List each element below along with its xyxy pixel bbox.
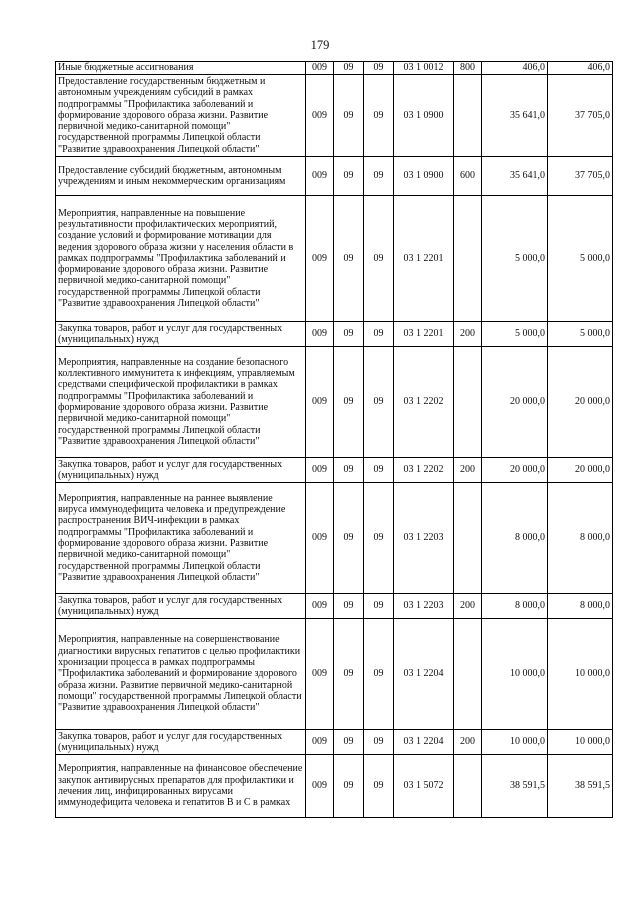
section-code: 09 [334,196,364,322]
expense-type [454,75,482,157]
page-number: 179 [310,38,330,52]
target-article: 03 1 2204 [394,619,454,730]
expense-type: 200 [454,322,482,347]
amount-year-2: 20 000,0 [548,347,613,458]
row-name: Закупка товаров, работ и услуг для государственных (муниципальных) нужд [56,322,306,347]
section-code: 09 [334,157,364,196]
row-name: Мероприятия, направленные на финансовое обеспечение закупок антивирусных препаратов для профилактики и лечения лиц, инфицированных вирусами иммунодефицита человека и гепатитов В и С в рамках [56,755,306,818]
target-article: 03 1 5072 [394,755,454,818]
table-row [56,157,613,196]
subsection-code: 09 [364,730,394,755]
row-name: Мероприятия, направленные на создание безопасного коллективного иммунитета к инфекциям, управляемым средствами специфической профилактики в рамках подпрограммы "Профилактика заболеваний и формирование здорового образа жизни. Развитие первичной медико-санитарной помощи" государственной программы Липецкой области "Развитие здравоохранения Липецкой области" [56,347,306,458]
table-row [56,483,613,594]
amount-year-2: 10 000,0 [548,619,613,730]
amount-year-2: 37 705,0 [548,157,613,196]
target-article: 03 1 2202 [394,347,454,458]
table-row [56,347,613,458]
amount-year-2: 8 000,0 [548,594,613,619]
amount-year-1: 35 641,0 [482,157,548,196]
subsection-code: 09 [364,458,394,483]
amount-year-1: 10 000,0 [482,619,548,730]
table-row [56,62,613,75]
section-code: 09 [334,75,364,157]
amount-year-1: 8 000,0 [482,483,548,594]
section-code: 09 [334,730,364,755]
target-article: 03 1 2203 [394,594,454,619]
expense-type: 800 [454,62,482,75]
row-name: Мероприятия, направленные на раннее выявление вируса иммунодефицита человека и предупреждение распространения ВИЧ-инфекции в рамках подпрограммы "Профилактика заболеваний и формирование здорового образа жизни. Развитие первичной медико-санитарной помощи" государственной программы Липецкой области "Развитие здравоохранения Липецкой области" [56,483,306,594]
section-code: 09 [334,483,364,594]
amount-year-2: 10 000,0 [548,730,613,755]
amount-year-1: 35 641,0 [482,75,548,157]
ministry-code: 009 [306,196,334,322]
table-row [56,458,613,483]
ministry-code: 009 [306,483,334,594]
section-code: 09 [334,322,364,347]
row-name: Иные бюджетные ассигнования [56,62,306,75]
expense-type: 200 [454,458,482,483]
expense-type: 200 [454,730,482,755]
amount-year-1: 20 000,0 [482,347,548,458]
ministry-code: 009 [306,347,334,458]
amount-year-2: 38 591,5 [548,755,613,818]
row-name: Закупка товаров, работ и услуг для государственных (муниципальных) нужд [56,458,306,483]
row-name: Закупка товаров, работ и услуг для государственных (муниципальных) нужд [56,730,306,755]
target-article: 03 1 2202 [394,458,454,483]
ministry-code: 009 [306,619,334,730]
ministry-code: 009 [306,157,334,196]
section-code: 09 [334,458,364,483]
amount-year-1: 10 000,0 [482,730,548,755]
ministry-code: 009 [306,730,334,755]
subsection-code: 09 [364,157,394,196]
target-article: 03 1 2204 [394,730,454,755]
target-article: 03 1 0012 [394,62,454,75]
target-article: 03 1 2201 [394,196,454,322]
expense-type: 200 [454,594,482,619]
table-row [56,196,613,322]
budget-table [55,61,613,818]
expense-type [454,347,482,458]
subsection-code: 09 [364,483,394,594]
ministry-code: 009 [306,458,334,483]
subsection-code: 09 [364,196,394,322]
row-name: Предоставление государственным бюджетным и автономным учреждениям субсидий в рамках подпрограммы "Профилактика заболеваний и формирование здорового образа жизни. Развитие первичной медико-санитарной помощи" государственной программы Липецкой области "Развитие здравоохранения Липецкой области" [56,75,306,157]
amount-year-2: 37 705,0 [548,75,613,157]
target-article: 03 1 2203 [394,483,454,594]
subsection-code: 09 [364,75,394,157]
subsection-code: 09 [364,619,394,730]
amount-year-2: 406,0 [548,62,613,75]
ministry-code: 009 [306,755,334,818]
amount-year-1: 406,0 [482,62,548,75]
expense-type [454,483,482,594]
table-row [56,594,613,619]
expense-type [454,196,482,322]
amount-year-1: 5 000,0 [482,196,548,322]
table-row [56,755,613,818]
subsection-code: 09 [364,322,394,347]
expense-type: 600 [454,157,482,196]
table-row [56,322,613,347]
table-row [56,75,613,157]
subsection-code: 09 [364,347,394,458]
ministry-code: 009 [306,322,334,347]
row-name: Мероприятия, направленные на повышение результативности профилактических мероприятий, создание условий и формирование мотивации для ведения здорового образа жизни у населения области в рамках подпрограммы "Профилактика заболеваний и формирование здорового образа жизни. Развитие первичной медико-санитарной помощи" государственной программы Липецкой области "Развитие здравоохранения Липецкой области" [56,196,306,322]
amount-year-2: 5 000,0 [548,322,613,347]
ministry-code: 009 [306,62,334,75]
table-row [56,619,613,730]
section-code: 09 [334,619,364,730]
row-name: Предоставление субсидий бюджетным, автономным учреждениям и иным некоммерческим организациям [56,157,306,196]
section-code: 09 [334,62,364,75]
row-name: Закупка товаров, работ и услуг для государственных (муниципальных) нужд [56,594,306,619]
target-article: 03 1 2201 [394,322,454,347]
row-name: Мероприятия, направленные на совершенствование диагностики вирусных гепатитов с целью профилактики хронизации процесса в рамках подпрограммы "Профилактика заболеваний и формирование здорового образа жизни. Развитие первичной медико-санитарной помощи" государственной программы Липецкой области "Развитие здравоохранения Липецкой области" [56,619,306,730]
ministry-code: 009 [306,594,334,619]
section-code: 09 [334,347,364,458]
subsection-code: 09 [364,755,394,818]
amount-year-2: 5 000,0 [548,196,613,322]
amount-year-2: 20 000,0 [548,458,613,483]
amount-year-2: 8 000,0 [548,483,613,594]
section-code: 09 [334,594,364,619]
section-code: 09 [334,755,364,818]
expense-type [454,755,482,818]
amount-year-1: 5 000,0 [482,322,548,347]
table-body [56,62,613,818]
expense-type [454,619,482,730]
target-article: 03 1 0900 [394,75,454,157]
ministry-code: 009 [306,75,334,157]
table-row [56,730,613,755]
amount-year-1: 8 000,0 [482,594,548,619]
amount-year-1: 38 591,5 [482,755,548,818]
target-article: 03 1 0900 [394,157,454,196]
amount-year-1: 20 000,0 [482,458,548,483]
subsection-code: 09 [364,594,394,619]
subsection-code: 09 [364,62,394,75]
